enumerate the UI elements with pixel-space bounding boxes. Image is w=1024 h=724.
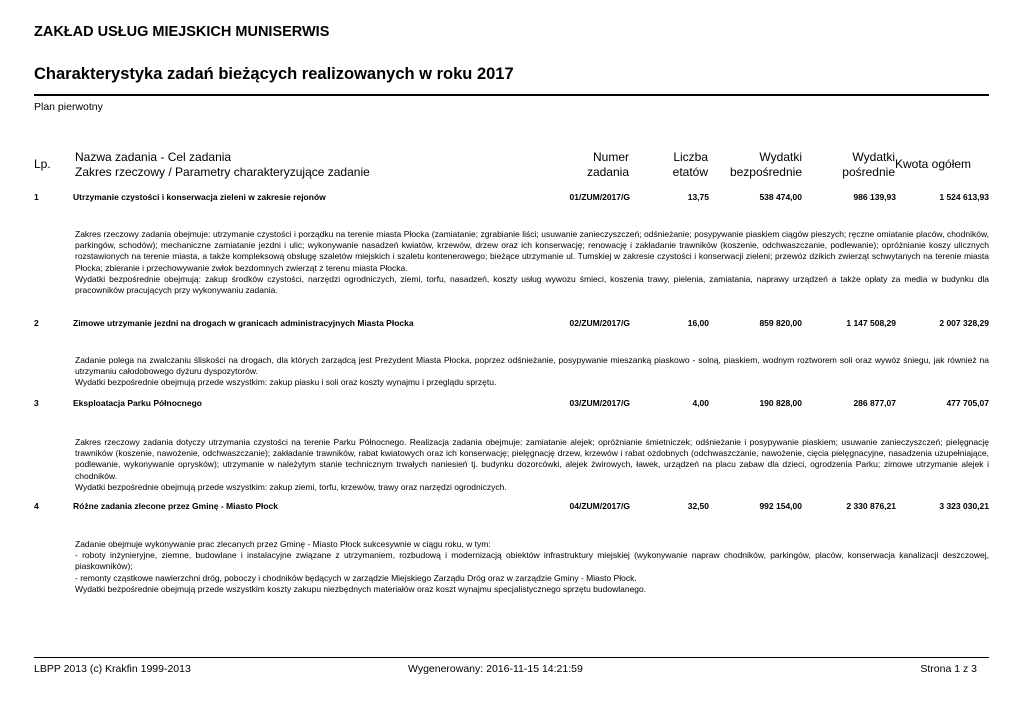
task-1-lp: 1	[34, 192, 39, 202]
task-4-lp: 4	[34, 501, 39, 511]
task-1-total: 1 524 613,93	[939, 192, 989, 202]
header-total: Kwota ogółem	[895, 157, 972, 171]
header-direct-expenses	[710, 150, 802, 180]
footer-divider	[34, 657, 989, 658]
task-3-lp: 3	[34, 398, 39, 408]
task-2-etaty: 16,00	[687, 318, 709, 328]
footer-software: LBPP 2013 (c) Krakfin 1999-2013	[34, 663, 191, 675]
task-3-name: Eksploatacja Parku Północnego	[73, 398, 202, 408]
header-etaty	[640, 150, 708, 180]
task-1-indirect: 986 139,93	[853, 192, 896, 202]
task-1-description	[75, 229, 989, 296]
plan-label: Plan pierwotny	[34, 101, 103, 113]
header-etaty-line1: Liczba	[673, 150, 708, 164]
task-2-total: 2 007 328,29	[939, 318, 989, 328]
task-4-description-item-1: - roboty inżynieryjne, ziemne, budowlane i instalacyjne związane z utrzymaniem, rozbudową i modernizacją obiektów infrastruktury miejskiej (wykonywanie napraw chodników, parkingów, placów, konserwacja kanalizacji deszczowej, piaskowników);	[75, 550, 989, 572]
task-2-indirect: 1 147 508,29	[846, 318, 896, 328]
task-4-description-expenses: Wydatki bezpośrednie obejmują przede wszystkim koszty zakupu niezbędnych materiałów oraz koszt wynajmu specjalistycznego sprzętu budowlanego.	[75, 583, 647, 594]
header-task-number-line2: zadania	[586, 165, 629, 179]
document-title: Charakterystyka zadań bieżących realizowanych w roku 2017	[34, 65, 514, 83]
title-divider	[34, 94, 989, 96]
header-lp: Lp.	[34, 157, 51, 171]
footer-page-number: Strona 1 z 3	[920, 663, 977, 675]
task-2-description-expenses: Wydatki bezpośrednie obejmują przede wszystkim: zakup piasku i soli oraz koszty wynajmu i przeglądu sprzętu.	[75, 377, 497, 388]
header-direct-line2: bezpośrednie	[729, 165, 802, 179]
task-2-lp: 2	[34, 318, 39, 328]
task-3-description-expenses: Wydatki bezpośrednie obejmują przede wszystkim: zakup ziemi, torfu, krzewów, trawy oraz narzędzi ogrodniczych.	[75, 481, 507, 492]
task-1-description-scope: Zakres rzeczowy zadania obejmuje: utrzymanie czystości i porządku na terenie miasta Płocka (zamiatanie; zgrabianie liści; usuwanie zanieczyszczeń; odśnieżanie; posypywanie piaskiem ciągów pieszych; ręczne omiatanie placów, chodników, parkingów, schodów); mechaniczne zamiatanie jezdni i ulic; wykonywanie nasadzeń kwiatów, krzewów, drzew oraz ich konserwację; renowację i zakładanie trawników (koszenie, odchwaszczanie, podlewanie); opróżnianie koszy ulicznych rozstawionych na terenie miasta, a także kompleksową obsługę szaletów miejskich i szaletu kontenerowego; bieżące utrzymanie ul. Tumskiej w zakresie czystości i konserwacji zieleni; przewóz dzikich zwierząt schwytanych na terenie miasta Płocka; zbieranie i przechowywanie zwłok bezdomnych zwierząt z terenu miasta Płocka.	[75, 229, 989, 273]
header-indirect-line1: Wydatki	[852, 150, 895, 164]
header-task-name	[75, 150, 370, 180]
header-task-name-line1: Nazwa zadania - Cel zadania	[75, 150, 232, 164]
task-2-description	[75, 355, 989, 389]
task-4-description-item-2: - remonty cząstkowe nawierzchni dróg, poboczy i chodników będących w zarządzie Miejskiego Zarządu Dróg oraz w zarządzie Gminy - Miasto Płock.	[75, 572, 637, 583]
task-4-indirect: 2 330 876,21	[846, 501, 896, 511]
task-2-number: 02/ZUM/2017/G	[569, 318, 630, 328]
task-1-description-expenses: Wydatki bezpośrednie obejmują: zakup środków czystości, narzędzi ogrodniczych, ziemi, torfu, nasadzeń, koszty usług wywozu śmieci, koszenia trawy, pielenia, zamiatania, naprawy urządzeń a także opłaty za media w budynku dla pracowników pracujących przy wykonywaniu zadania.	[75, 273, 989, 296]
task-4-description	[75, 539, 989, 595]
header-etaty-line2: etatów	[672, 165, 708, 179]
task-3-number: 03/ZUM/2017/G	[569, 398, 630, 408]
task-1-number: 01/ZUM/2017/G	[569, 192, 630, 202]
task-4-description-intro: Zadanie obejmuje wykonywanie prac zlecanych przez Gminę - Miasto Płock sukcesywnie w ciągu roku, w tym:	[75, 539, 491, 549]
header-direct-line1: Wydatki	[759, 150, 802, 164]
header-task-number	[540, 150, 629, 180]
task-4-total: 3 323 030,21	[939, 501, 989, 511]
task-4-name: Różne zadania zlecone przez Gminę - Miasto Płock	[73, 501, 278, 511]
task-4-number: 04/ZUM/2017/G	[569, 501, 630, 511]
task-3-indirect: 286 877,07	[853, 398, 896, 408]
header-task-name-line2: Zakres rzeczowy / Parametry charakteryzujące zadanie	[75, 165, 370, 179]
task-3-description-scope: Zakres rzeczowy zadania dotyczy utrzymania czystości na terenie Parku Północnego. Realizacja zadania obejmuje: zamiatanie alejek; opróżnianie śmietniczek; odśnieżanie i posypywanie piaskiem; usuwanie zanieczyszczeń; pielęgnację trawników (koszenie, nawożenie, odchwaszczanie); zakładanie trawników, rabat kwiatowych oraz ich konserwację; pielęgnację drzew, krzewów i rabat ozdobnych (odchwaszczanie, nawożenie, cięcia pielęgnacyjne, nasadzenia uzupełniające, podlewanie, wykonywanie oprysków); utrzymanie w należytym stanie technicznym trwałych naniesień tj. budynku dozorcówki, alejek żwirowych, ławek, urządzeń na placu zabaw dla dzieci, ogrodzenia Parku; zimowe utrzymanie alejek i chodników.	[75, 437, 989, 481]
task-4-etaty: 32,50	[687, 501, 709, 511]
task-1-name: Utrzymanie czystości i konserwacja zieleni w zakresie rejonów	[73, 192, 326, 202]
header-indirect-expenses	[810, 150, 895, 180]
task-3-direct: 190 828,00	[759, 398, 802, 408]
task-1-etaty: 13,75	[687, 192, 709, 202]
header-task-number-line1: Numer	[592, 150, 629, 164]
task-3-total: 477 705,07	[946, 398, 989, 408]
footer-generated: Wygenerowany: 2016-11-15 14:21:59	[408, 663, 583, 675]
task-1-direct: 538 474,00	[759, 192, 802, 202]
task-3-etaty: 4,00	[692, 398, 709, 408]
task-2-name: Zimowe utrzymanie jezdni na drogach w granicach administracyjnych Miasta Płocka	[73, 318, 414, 328]
task-3-description	[75, 437, 989, 493]
task-2-direct: 859 820,00	[759, 318, 802, 328]
task-2-description-scope: Zadanie polega na zwalczaniu śliskości na drogach, dla których zarządcą jest Prezydent Miasta Płocka, poprzez odśnieżanie, posypywanie mieszanką piaskowo - solną, piaskiem, wodnym roztworem soli oraz wywóz śniegu, jak również na utrzymaniu całodobowego dyżuru dyspozytorów.	[75, 355, 989, 377]
organization-name: ZAKŁAD USŁUG MIEJSKICH MUNISERWIS	[34, 24, 330, 40]
task-4-direct: 992 154,00	[759, 501, 802, 511]
header-indirect-line2: pośrednie	[842, 165, 895, 179]
